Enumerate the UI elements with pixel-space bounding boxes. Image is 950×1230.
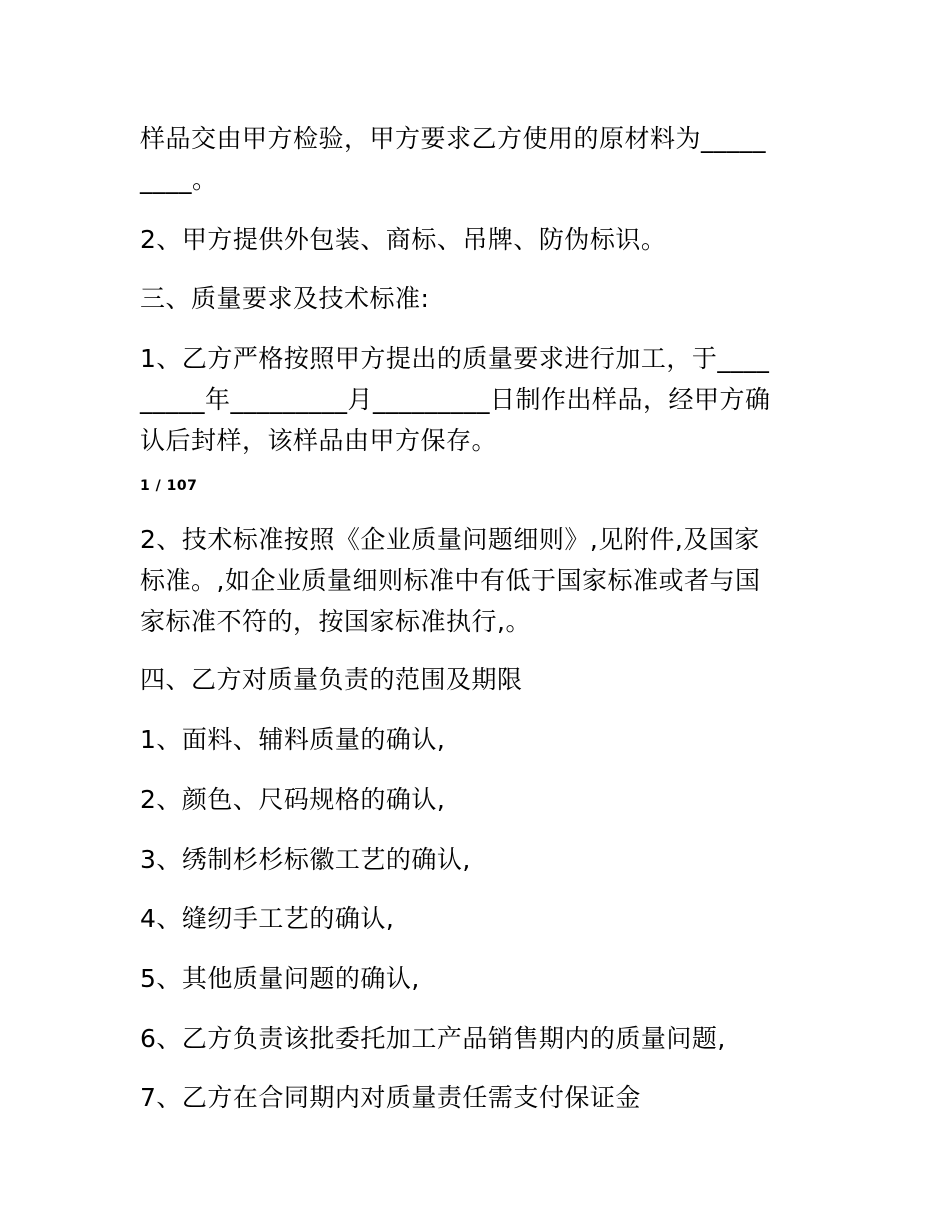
- list-item-text: 2、颜色、尺码规格的确认,: [140, 785, 446, 814]
- list-item-text: 3、绣制杉杉标徽工艺的确认,: [140, 845, 471, 874]
- list-item-text: 4、缝纫手工艺的确认,: [140, 904, 395, 933]
- list-item: [140, 898, 820, 939]
- list-item: [140, 719, 820, 760]
- text-line: 样品交由甲方检验，甲方要求乙方使用的原材料为_____: [140, 124, 767, 153]
- text-line: 标准。,如企业质量细则标准中有低于国家标准或者与国: [140, 566, 761, 595]
- page-number: 1 / 107: [140, 478, 198, 494]
- paragraph-sample-production: [140, 338, 820, 461]
- list-item: [140, 839, 820, 880]
- list-item-text: 7、乙方在合同期内对质量责任需支付保证金: [140, 1083, 641, 1112]
- text-line: 1、乙方严格按照甲方提出的质量要求进行加工，于____: [140, 344, 770, 373]
- text-line: 认后封样，该样品由甲方保存。: [140, 426, 498, 455]
- section-three-heading: [140, 278, 820, 319]
- list-item-text: 6、乙方负责该批委托加工产品销售期内的质量问题,: [140, 1024, 726, 1053]
- text-line: 家标准不符的，按国家标准执行,。: [140, 607, 531, 636]
- section-four-heading: [140, 659, 820, 700]
- heading-text: 三、质量要求及技术标准:: [140, 284, 430, 313]
- paragraph-packaging: [140, 219, 820, 260]
- text-line: ____。: [140, 165, 218, 194]
- paragraph-raw-material: [140, 118, 820, 200]
- paragraph-technical-standard: [140, 519, 820, 642]
- list-item-text: 5、其他质量问题的确认,: [140, 964, 420, 993]
- list-item: [140, 1077, 820, 1118]
- list-item: [140, 779, 820, 820]
- list-item: [140, 958, 820, 999]
- text-line: 2、甲方提供外包装、商标、吊牌、防伪标识。: [140, 225, 667, 254]
- heading-text: 四、乙方对质量负责的范围及期限: [140, 665, 523, 694]
- text-line: _____年_________月_________日制作出样品，经甲方确: [140, 385, 771, 414]
- list-item-text: 1、面料、辅料质量的确认,: [140, 725, 446, 754]
- text-line: 2、技术标准按照《企业质量问题细则》,见附件,及国家: [140, 525, 760, 554]
- list-item: [140, 1018, 820, 1059]
